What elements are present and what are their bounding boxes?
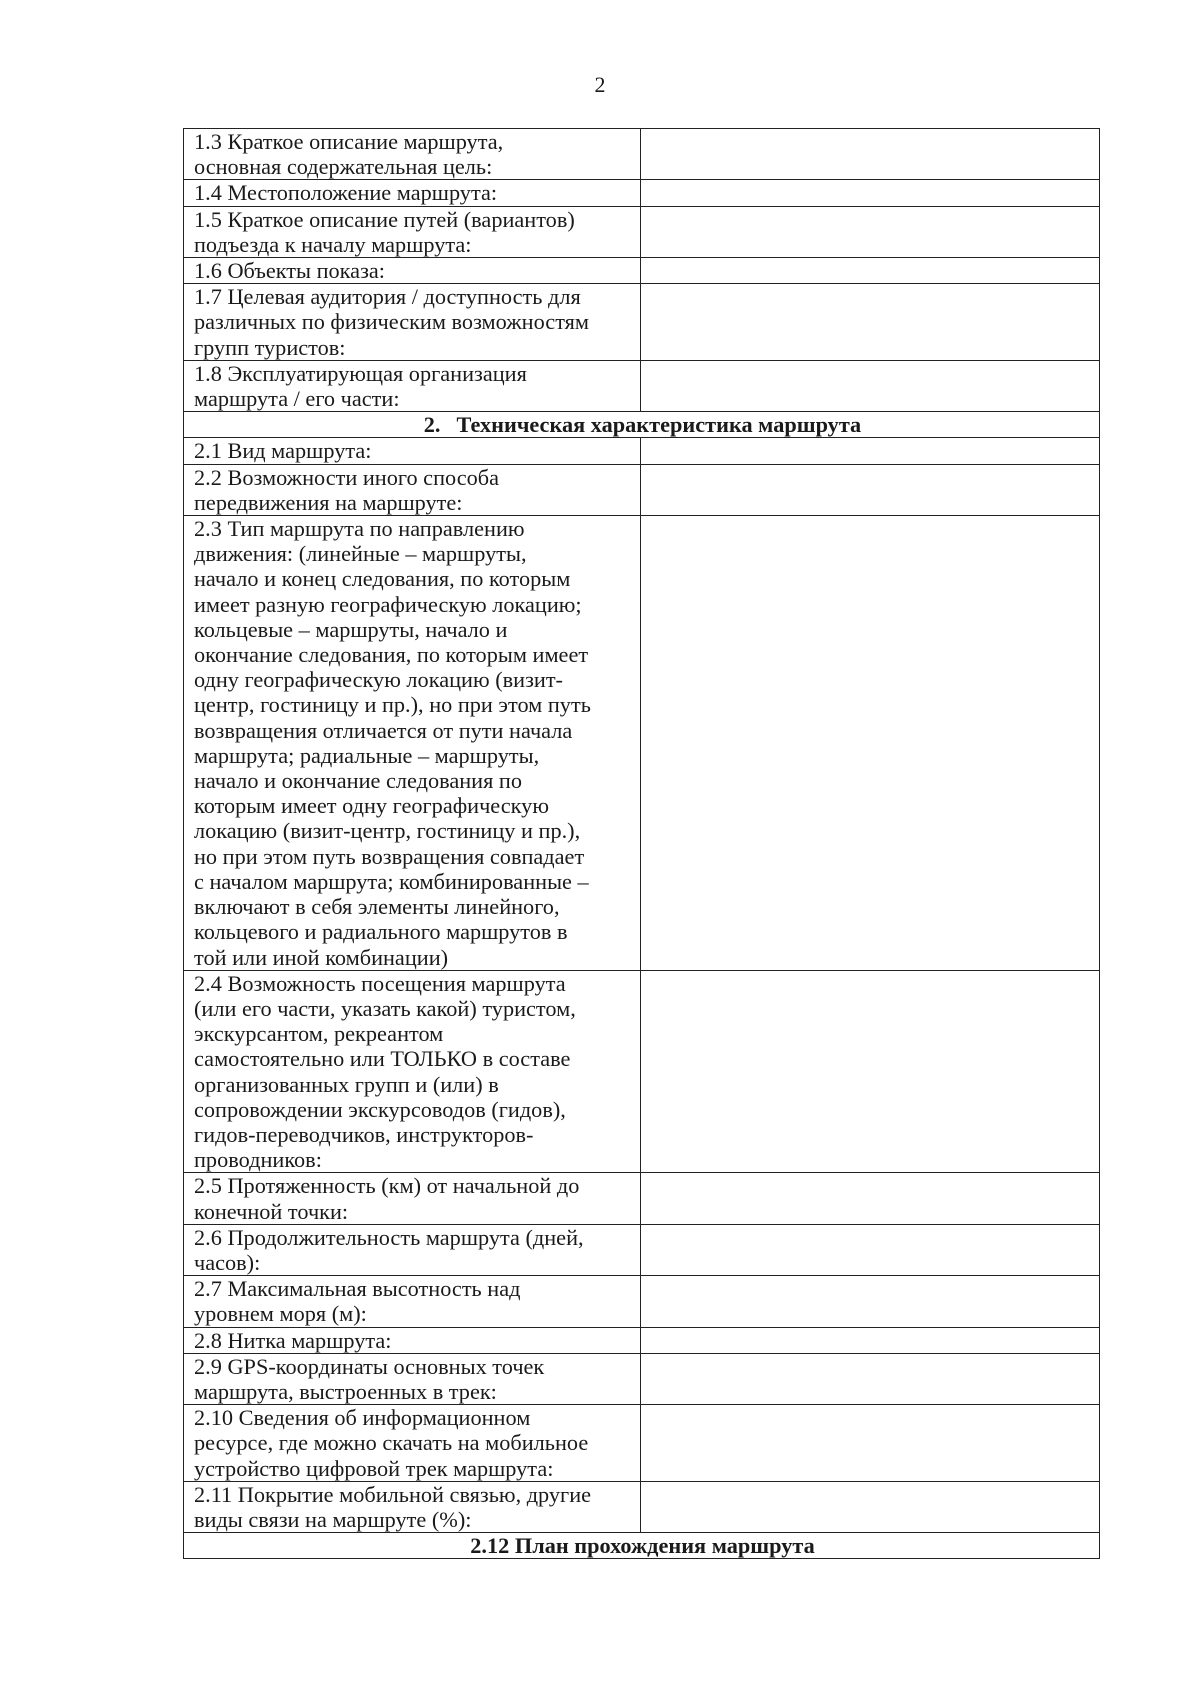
page-number: 2: [594, 72, 606, 97]
label-line: которым имеет одну географическую: [194, 793, 549, 819]
label-line: но при этом путь возвращения совпадает: [194, 843, 585, 869]
label-line: часов):: [194, 1249, 261, 1275]
form-row: [184, 970, 1100, 1173]
label-line: групп туристов:: [194, 334, 346, 360]
label-line: той или иной комбинации): [194, 944, 449, 970]
label-line: гидов-переводчиков, инструкторов-: [194, 1121, 534, 1147]
field-value-cell[interactable]: [641, 360, 1100, 411]
label-line: имеет разную географическую локацию;: [194, 591, 582, 617]
form-row: [184, 516, 1100, 971]
field-label: [184, 1405, 641, 1482]
field-value-cell[interactable]: [641, 1224, 1100, 1275]
field-value-cell[interactable]: [641, 516, 1100, 971]
section-heading: [184, 1533, 1100, 1559]
label-line: конечной точки:: [194, 1198, 349, 1224]
form-row: [184, 1173, 1100, 1224]
field-value-cell[interactable]: [641, 1327, 1100, 1353]
form-row: [184, 464, 1100, 515]
label-line: начало и конец следования, по которым: [194, 566, 571, 592]
label-line: 2.11 Покрытие мобильной связью, другие: [194, 1481, 592, 1507]
section-number: 2.: [423, 412, 441, 438]
form-row: [184, 1481, 1100, 1532]
form-row: [184, 1276, 1100, 1327]
form-row: [184, 360, 1100, 411]
field-label: [184, 464, 641, 515]
label-line: начало и окончание следования по: [194, 768, 522, 794]
label-line: центр, гостиницу и пр.), но при этом путь: [194, 692, 591, 718]
label-line: передвижения на маршруте:: [194, 489, 463, 515]
label-line: проводников:: [194, 1147, 322, 1173]
section-2-row: [184, 412, 1100, 438]
field-label: [184, 1224, 641, 1275]
field-label: [184, 206, 641, 257]
field-label: [184, 970, 641, 1173]
field-value-cell[interactable]: [641, 284, 1100, 361]
field-label: [184, 360, 641, 411]
field-label: [184, 129, 641, 180]
label-line: окончание следования, по которым имеет: [194, 642, 589, 668]
label-line: локацию (визит-центр, гостиницу и пр.),: [194, 818, 581, 844]
label-line: кольцевые – маршруты, начало и: [194, 616, 508, 642]
field-value-cell[interactable]: [641, 206, 1100, 257]
field-label: [184, 1327, 641, 1353]
label-line: маршрута / его части:: [194, 386, 400, 412]
label-line: 1.3 Краткое описание маршрута,: [194, 129, 504, 154]
label-line: виды связи на маршруте (%):: [194, 1506, 472, 1532]
label-line: с началом маршрута; комбинированные –: [194, 868, 589, 894]
label-line: маршрута; радиальные – маршруты,: [194, 742, 540, 768]
field-label: [184, 438, 641, 464]
label-line: самостоятельно или ТОЛЬКО в составе: [194, 1046, 571, 1072]
form-row: [184, 129, 1100, 180]
field-value-cell[interactable]: [641, 438, 1100, 464]
label-line: уровнем моря (м):: [194, 1301, 367, 1327]
label-line: маршрута, выстроенных в трек:: [194, 1378, 497, 1404]
label-line: основная содержательная цель:: [194, 154, 493, 180]
label-line: различных по физическим возможностям: [194, 309, 590, 335]
field-value-cell[interactable]: [641, 258, 1100, 284]
section-title: Техническая характеристика маршрута: [456, 412, 862, 438]
label-line: 1.4 Местоположение маршрута:: [194, 180, 498, 206]
label-line: 1.6 Объекты показа:: [194, 258, 385, 284]
form-row: [184, 1327, 1100, 1353]
label-line: кольцевого и радиального маршрутов в: [194, 919, 568, 945]
label-line: организованных групп и (или) в: [194, 1071, 499, 1097]
label-line: 2.9 GPS-координаты основных точек: [194, 1353, 545, 1379]
section-2-12-row: [184, 1533, 1100, 1559]
field-label: [184, 284, 641, 361]
label-line: 2.6 Продолжительность маршрута (дней,: [194, 1224, 584, 1250]
field-value-cell[interactable]: [641, 464, 1100, 515]
label-line: 1.7 Целевая аудитория / доступность для: [194, 284, 581, 310]
label-line: возвращения отличается от пути начала: [194, 717, 573, 743]
label-line: экскурсантом, рекреантом: [194, 1021, 444, 1047]
label-line: 2.8 Нитка маршрута:: [194, 1327, 392, 1353]
form-row: [184, 1353, 1100, 1404]
label-line: устройство цифровой трек маршрута:: [194, 1455, 554, 1481]
route-passport-table: [183, 128, 1100, 1559]
field-value-cell[interactable]: [641, 180, 1100, 206]
field-label: [184, 516, 641, 971]
form-row: [184, 206, 1100, 257]
field-value-cell[interactable]: [641, 1405, 1100, 1482]
field-label: [184, 1173, 641, 1224]
field-label: [184, 1276, 641, 1327]
field-value-cell[interactable]: [641, 970, 1100, 1173]
form-row: [184, 1405, 1100, 1482]
form-row: [184, 180, 1100, 206]
label-line: 2.3 Тип маршрута по направлению: [194, 516, 525, 542]
label-line: 1.8 Эксплуатирующая организация: [194, 360, 527, 386]
label-line: 2.7 Максимальная высотность над: [194, 1276, 521, 1302]
label-line: одну географическую локацию (визит-: [194, 667, 563, 693]
section-title: 2.12 План прохождения маршрута: [470, 1533, 815, 1559]
label-line: 2.5 Протяженность (км) от начальной до: [194, 1173, 580, 1199]
field-value-cell[interactable]: [641, 1276, 1100, 1327]
field-label: [184, 180, 641, 206]
label-line: сопровождении экскурсоводов (гидов),: [194, 1096, 566, 1122]
label-line: включают в себя элементы линейного,: [194, 894, 560, 920]
form-row: [184, 438, 1100, 464]
form-row: [184, 258, 1100, 284]
label-line: 1.5 Краткое описание путей (вариантов): [194, 206, 575, 232]
label-line: 2.1 Вид маршрута:: [194, 438, 372, 464]
label-line: ресурсе, где можно скачать на мобильное: [194, 1430, 589, 1456]
label-line: подъезда к началу маршрута:: [194, 231, 472, 257]
label-line: 2.10 Сведения об информационном: [194, 1405, 531, 1431]
field-value-cell[interactable]: [641, 1173, 1100, 1224]
field-value-cell[interactable]: [641, 129, 1100, 180]
label-line: 2.2 Возможности иного способа: [194, 464, 499, 490]
form-row: [184, 1224, 1100, 1275]
field-label: [184, 258, 641, 284]
label-line: (или его части, указать какой) туристом,: [194, 995, 576, 1021]
field-label: [184, 1481, 641, 1532]
label-line: движения: (линейные – маршруты,: [194, 541, 527, 567]
label-line: 2.4 Возможность посещения маршрута: [194, 970, 566, 996]
field-value-cell[interactable]: [641, 1481, 1100, 1532]
section-heading: [184, 412, 1100, 438]
field-label: [184, 1353, 641, 1404]
form-row: [184, 284, 1100, 361]
field-value-cell[interactable]: [641, 1353, 1100, 1404]
